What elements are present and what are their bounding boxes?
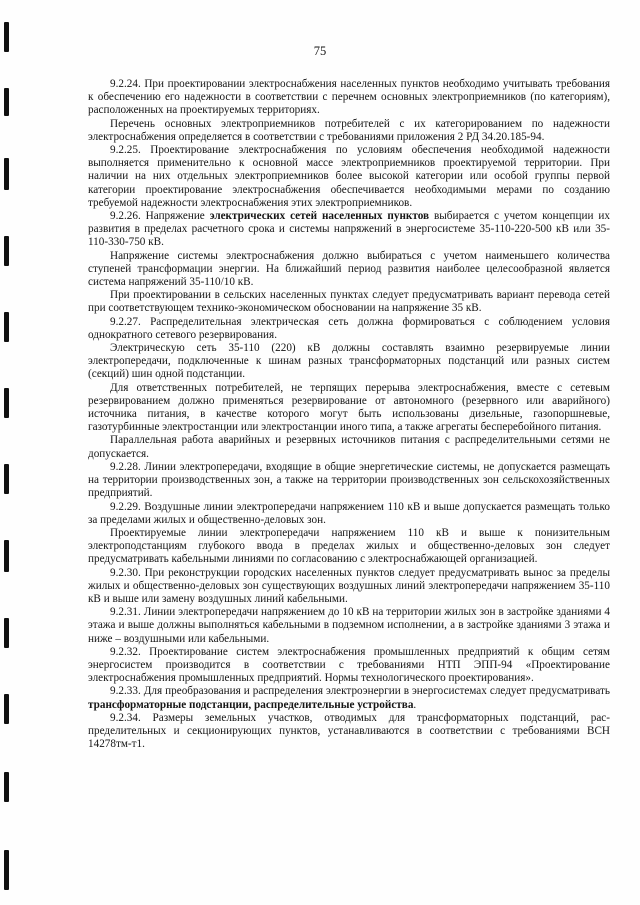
binding-mark	[4, 694, 9, 724]
paragraph-text: Для ответственных потребителей, не терпящих перерыва электроснабжения, вместе с сетевым резервированием должно применяться резервирование от автономного (резервного или аварийного) источника питания, в качестве которого могут быть использованы дизельные, газопоршневые, газотурбинные электростанции или электростанции иного типа, а также агрегаты бесперебойного питания.	[88, 381, 610, 434]
bold-term: электрических сетей населенных пунктов	[209, 210, 430, 223]
binding-mark	[4, 312, 9, 342]
paragraph-text: 9.2.25. Проектирование электроснабжения по условиям обеспечения необходимой надежности выполняется применительно к основной массе электроприемников проектируемой территории. При наличии на них отдельных электроприемников более высокой категории или особой группы первой категории проектирование электроснабжения обеспечивается необходимыми мерами по созданию требуемой надежности электроснабжения этих электроприемников.	[88, 144, 610, 209]
paragraph-text: Перечень основных электроприемников потребителей с их категорированием по надежности электроснабжения определяется в соответствии с требованиями приложения 2 РД 34.20.185-94.	[88, 117, 610, 143]
binding-mark	[4, 88, 9, 116]
paragraph-text: выбирается с учетом концепции их развития в пределах расчетного срока и системы напряжений в энергосистеме 35-110-220-500 кВ или 35-110-330-750 кВ.	[88, 210, 610, 249]
paragraph	[88, 606, 610, 646]
paragraph	[88, 78, 610, 118]
paragraph-text: 9.2.33. Для преобразования и распределения электроэнергии в энергосистемах следует предусматривать	[110, 685, 610, 698]
paragraph	[88, 646, 610, 686]
paragraph-text: 9.2.32. Проектирование систем электроснабжения промышленных предприятий к общим сетям энергосистем производится в соответствии с требованиями НТП ЭПП-94 «Проектирование электроснабжения промышленных предприятий. Нормы технологического проектирования».	[88, 645, 610, 685]
paragraph	[88, 342, 610, 382]
binding-mark	[4, 618, 9, 648]
paragraph	[88, 527, 610, 567]
page-number: 75	[313, 44, 327, 58]
paragraph	[88, 501, 610, 527]
paragraph-text: 9.2.27. Распределительная электрическая сеть должна формироваться с соблюдением условия однократного сетевого резервирования.	[88, 315, 610, 341]
paragraph	[88, 316, 610, 342]
paragraph	[88, 250, 610, 290]
paragraph-text: При проектировании в сельских населенных пунктах следует предусматривать вариант перевода сетей при соответствующем технико-экономическом обосновании на напряжение 35 кВ.	[88, 289, 610, 315]
paragraph	[88, 434, 610, 460]
binding-mark	[4, 388, 9, 418]
paragraph-text: 9.2.24. При проектировании электроснабжения населенных пунктов необходимо учитывать требования к обеспечению его надежности в соответствии с перечнем основных электроприемников (по категориям), расположенных на проектируемых территориях.	[88, 78, 610, 117]
paragraph-text: Напряжение системы электроснабжения должно выбираться с учетом наименьшего количества ступеней трансформации энергии. На ближайший период развития наиболее целесообразной является система напряжений 35-110/10 кВ.	[88, 249, 610, 289]
paragraph	[88, 712, 610, 752]
bold-term: трансформаторные подстанции, распределительные устройства	[88, 698, 414, 711]
binding-mark	[4, 236, 9, 266]
paragraph	[88, 382, 610, 435]
paragraph-text: 9.2.34. Размеры земельных участков, отводимых для трансформаторных подстанций, распределительных и секционирующих пунктов, устанавливаются в соответствии с требованиями ВСН 14278тм-т1.	[88, 711, 610, 751]
paragraph	[88, 685, 610, 711]
paragraph-text: 9.2.31. Линии электропередачи напряжением до 10 кВ на территории жилых зон в застройке зданиями 4 этажа и выше должны выполняться кабельными в подземном исполнении, а в застройке зданиями 3 этажа и ниже – воздушными или кабельными.	[88, 606, 610, 645]
binding-mark	[4, 540, 9, 572]
paragraph	[88, 144, 610, 210]
binding-mark	[4, 464, 9, 494]
paragraph-text: Параллельная работа аварийных и резервных источников питания с распределительными сетями не допускается.	[88, 434, 610, 460]
paragraph-text: 9.2.29. Воздушные линии электропередачи напряжением 110 кВ и выше допускается размещать только за пределами жилых и общественно-деловых зон.	[88, 500, 610, 526]
paragraph-text: .	[413, 698, 417, 711]
paragraph	[88, 567, 610, 607]
paragraph-text: 9.2.26. Напряжение	[110, 210, 210, 223]
paragraph-text: 9.2.30. При реконструкции городских населенных пунктов следует предусматривать вынос за пределы жилых и общественно-деловых зон существующих воздушных линий электропередачи напряжением 35-110 кВ и выше или замену воздушных линий кабельными.	[88, 566, 610, 605]
paragraph-text: Проектируемые линии электропередачи напряжением 110 кВ и выше к понизительным электроподстанциям глубокого ввода в пределах жилых и общественно-деловых зон следует предусматривать кабельными линиями по согласованию с электроснабжающей организацией.	[88, 526, 610, 566]
binding-edge-marks	[4, 0, 14, 905]
binding-mark	[4, 850, 9, 890]
paragraph-text: Электрическую сеть 35-110 (220) кВ должны составлять взаимно резервируемые линии электропередачи, подключенные к шинам разных трансформаторных подстанций или разных систем (секций) шин одной подстанции.	[88, 342, 610, 381]
paragraph	[88, 210, 610, 250]
binding-mark	[4, 158, 9, 190]
binding-mark	[4, 772, 9, 802]
body-text	[88, 78, 610, 751]
paragraph	[88, 461, 610, 501]
paragraph-text: 9.2.28. Линии электропередачи, входящие в общие энергетические системы, не допускается размещать на территории производственных зон, а также на территории производственных зон сельскохозяйственных предприятий.	[88, 460, 610, 500]
paragraph	[88, 289, 610, 315]
paragraph	[88, 118, 610, 144]
